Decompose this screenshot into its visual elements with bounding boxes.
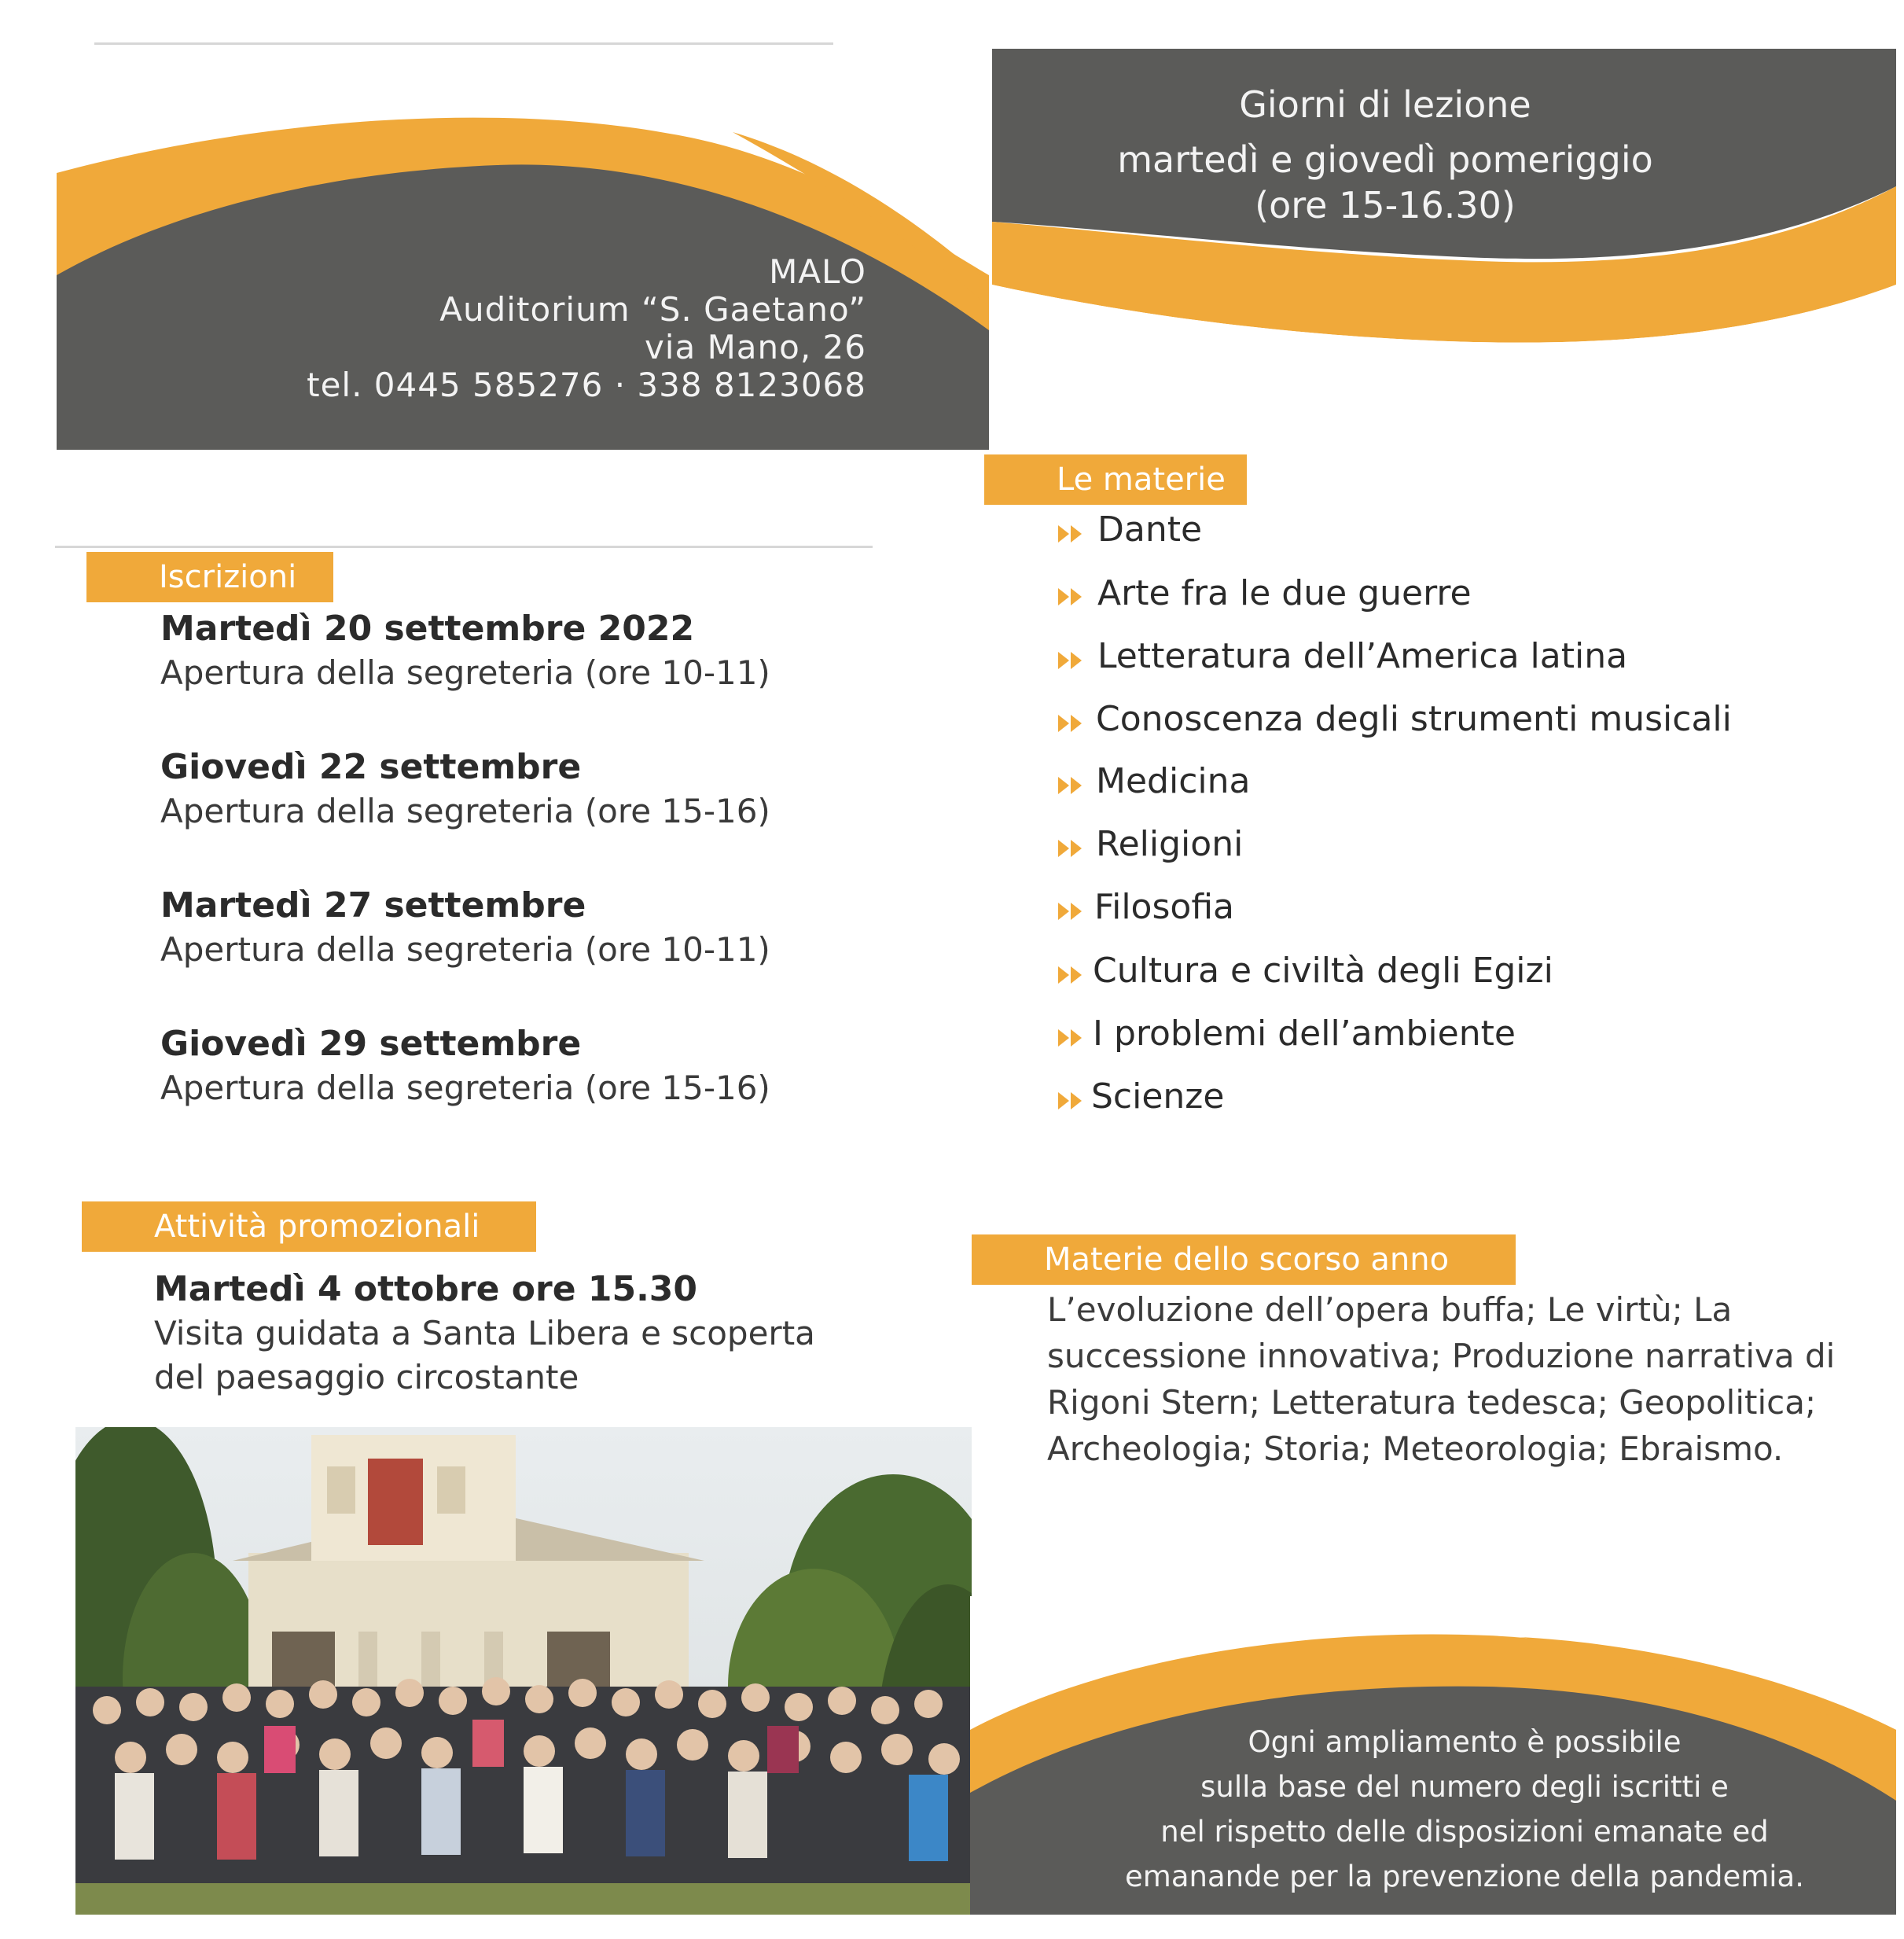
- double-chevron-icon: [1057, 522, 1085, 546]
- notice-line-3: nel rispetto delle disposizioni emanate ed: [1160, 1815, 1769, 1849]
- double-chevron-icon: [1057, 963, 1085, 987]
- double-chevron-icon: [1057, 774, 1085, 797]
- subject-item: Arte fra le due guerre: [1097, 573, 1472, 613]
- double-chevron-icon: [1057, 837, 1085, 860]
- entry-date: Martedì 27 settembre: [160, 885, 586, 925]
- entry-desc: Apertura della segreteria (ore 10-11): [160, 653, 770, 692]
- iscrizioni-label: Iscrizioni: [86, 552, 333, 602]
- scan-rule-middle: [55, 546, 873, 548]
- iscrizioni-entry: [160, 745, 770, 833]
- entry-date: Martedì 20 settembre 2022: [160, 609, 695, 649]
- double-chevron-icon: [1057, 1089, 1085, 1113]
- notice-text: [1068, 1720, 1862, 1899]
- contact-venue: Auditorium “S. Gaetano”: [439, 290, 866, 329]
- contact-phone: tel. 0445 585276 · 338 8123068: [307, 366, 866, 404]
- group-photo-illustration: [75, 1427, 972, 1915]
- scan-rule-top: [94, 42, 833, 45]
- promo-block: [154, 1268, 815, 1400]
- subject-item: Dante: [1097, 510, 1203, 550]
- last-year-text: L’evoluzione dell’opera buffa; Le virtù; La successione innovativa; Produzione narrativa di Rigoni Stern; Letteratura tedesca; Geopolitica; Archeologia; Storia; Meteorologia; Ebraismo.: [1047, 1290, 1836, 1468]
- entry-date: Giovedì 22 settembre: [160, 747, 582, 787]
- lessons-text: [992, 77, 1778, 233]
- notice-panel: [970, 1596, 1896, 1915]
- notice-line-4: emanande per la prevenzione della pandemia.: [1125, 1860, 1804, 1893]
- entry-desc: Apertura della segreteria (ore 10-11): [160, 930, 770, 969]
- subject-item: Religioni: [1096, 824, 1244, 864]
- double-chevron-icon: [1057, 1026, 1085, 1050]
- entry-desc: Apertura della segreteria (ore 15-16): [160, 792, 770, 830]
- contact-city: MALO: [769, 252, 866, 291]
- double-chevron-icon: [1057, 900, 1085, 923]
- promo-date: Martedì 4 ottobre ore 15.30: [154, 1269, 698, 1309]
- iscrizioni-entry: [160, 607, 770, 695]
- notice-line-2: sulla base del numero degli iscritti e: [1200, 1770, 1729, 1804]
- iscrizioni-entry: [160, 884, 770, 972]
- contact-address: via Mano, 26: [644, 328, 866, 366]
- subject-item: Medicina: [1096, 761, 1251, 801]
- materie-label: Le materie: [984, 454, 1247, 505]
- lessons-days: martedì e giovedì pomeriggio: [1117, 138, 1653, 181]
- lessons-hours: (ore 15-16.30): [1255, 184, 1516, 226]
- lessons-panel: [992, 49, 1896, 379]
- subject-item: Filosofia: [1094, 887, 1234, 927]
- subject-item: Letteratura dell’America latina: [1097, 636, 1628, 676]
- last-year-label: Materie dello scorso anno: [972, 1234, 1516, 1285]
- contact-panel: [57, 47, 989, 450]
- contact-text: [307, 253, 866, 404]
- promo-label: Attività promozionali: [82, 1201, 536, 1252]
- iscrizioni-list: [160, 607, 770, 1110]
- subject-item: I problemi dell’ambiente: [1093, 1014, 1516, 1054]
- promo-desc-line2: del paesaggio circostante: [154, 1358, 579, 1396]
- iscrizioni-entry: [160, 1022, 770, 1110]
- notice-line-1: Ogni ampliamento è possibile: [1248, 1725, 1682, 1759]
- lessons-title: Giorni di lezione: [1239, 83, 1531, 126]
- double-chevron-icon: [1057, 712, 1085, 735]
- promo-desc-line1: Visita guidata a Santa Libera e scoperta: [154, 1314, 815, 1352]
- double-chevron-icon: [1057, 649, 1085, 672]
- entry-date: Giovedì 29 settembre: [160, 1024, 582, 1064]
- subject-item: Cultura e civiltà degli Egizi: [1093, 951, 1553, 991]
- group-photo: [75, 1427, 972, 1915]
- subject-item: Scienze: [1091, 1076, 1225, 1117]
- subject-item: Conoscenza degli strumenti musicali: [1096, 699, 1732, 739]
- double-chevron-icon: [1057, 585, 1085, 609]
- entry-desc: Apertura della segreteria (ore 15-16): [160, 1069, 770, 1107]
